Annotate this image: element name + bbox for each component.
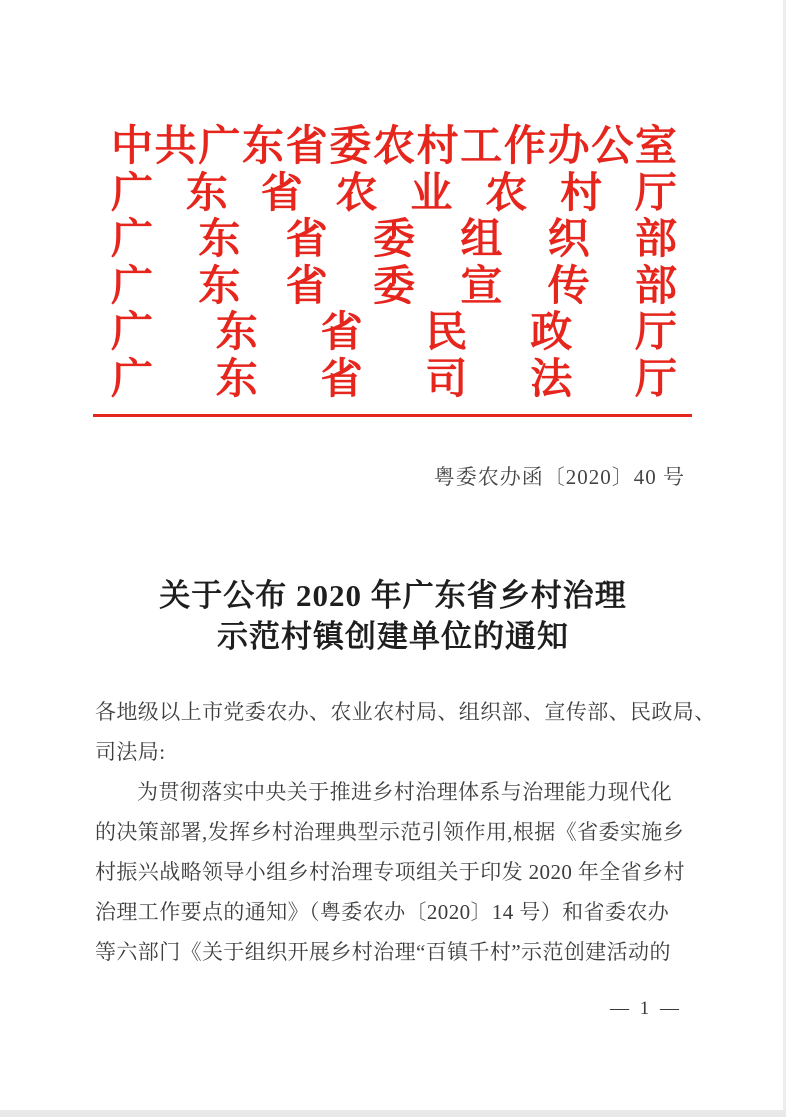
scan-edge-bottom [0,1110,786,1117]
paragraph-line: 为贯彻落实中央关于推进乡村治理体系与治理能力现代化 [137,780,672,804]
agency-name-line: 广 东 省 农 业 农 村 厅 [111,170,677,217]
document-title [0,575,786,657]
salutation-line: 司法局: [95,740,166,764]
agency-name-line: 广 东 省 委 宣 传 部 [111,263,677,310]
paragraph-line: 村振兴战略领导小组乡村治理专项组关于印发 2020 年全省乡村 [95,860,685,884]
paragraph-line: 的决策部署,发挥乡村治理典型示范引领作用,根据《省委实施乡 [95,820,685,844]
document-body [95,692,716,972]
letterhead-divider-rule [93,414,692,417]
page-number: — 1 — [610,998,682,1019]
document-title-line: 示范村镇创建单位的通知 [217,619,569,654]
agency-name-line: 广 东 省 委 组 织 部 [111,217,677,263]
document-letterhead [0,0,786,403]
document-title-line: 关于公布 2020 年广东省乡村治理 [159,578,627,613]
agency-name-line: 广 东 省 民 政 厅 [111,310,677,356]
paragraph-line: 治理工作要点的通知》（粤委农办〔2020〕14 号）和省委农办 [95,900,670,924]
agency-name-line: 广 东 省 司 法 厅 [111,356,677,403]
salutation-line: 各地级以上市党委农办、农业农村局、组织部、宣传部、民政局、 [95,700,716,724]
agency-name-line: 中 共 广 东 省 委 农 村 工 作 办 公 室 [111,124,677,170]
paragraph-line: 等六部门《关于组织开展乡村治理“百镇千村”示范创建活动的 [95,940,671,964]
document-reference-number: 粤委农办函〔2020〕40 号 [433,465,685,489]
